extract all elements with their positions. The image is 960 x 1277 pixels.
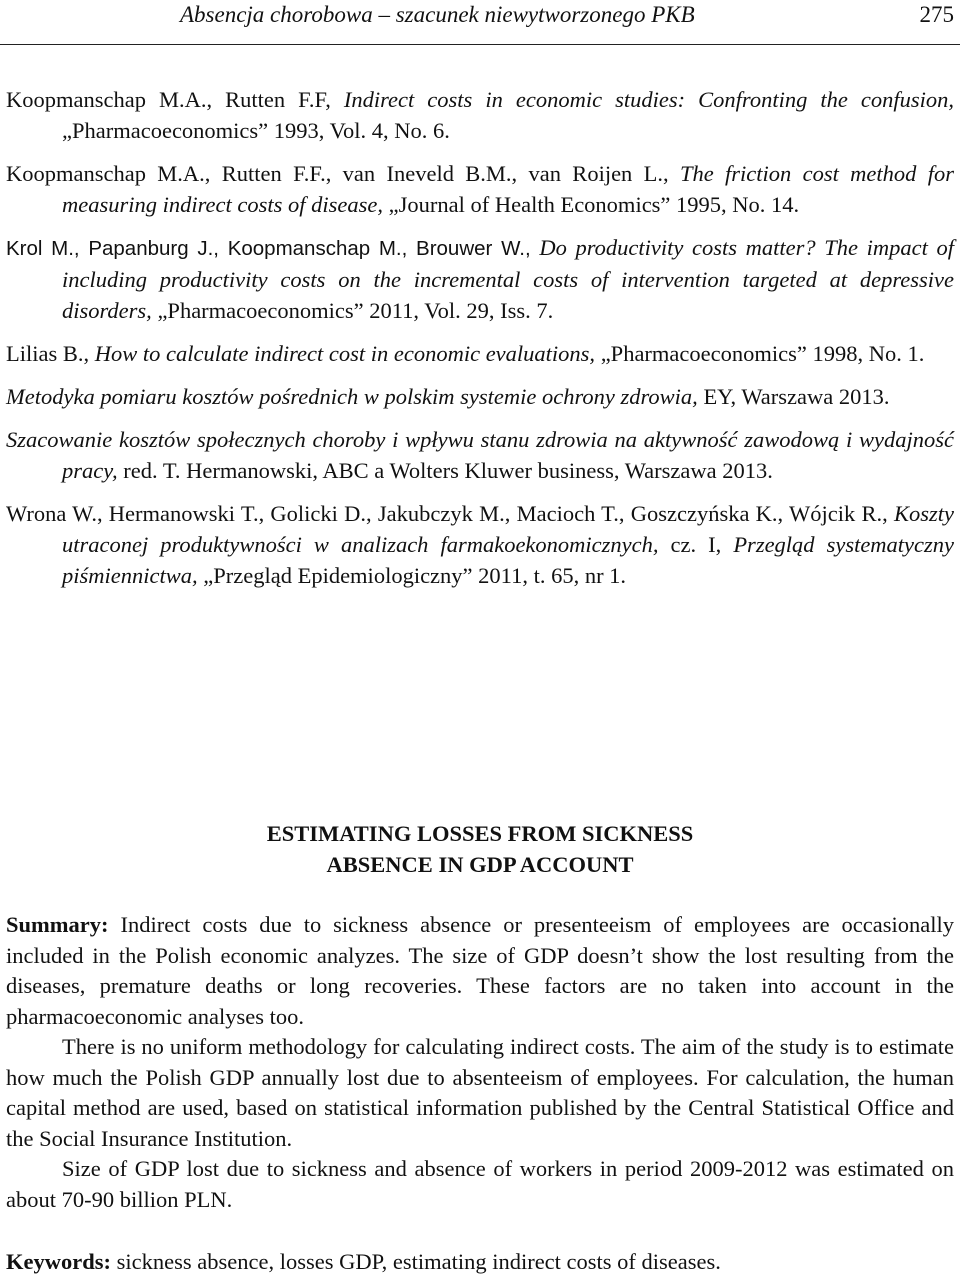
summary-body [6, 910, 954, 1215]
summary-label: Summary: [6, 912, 109, 937]
reference-part: cz. I, [670, 532, 722, 557]
running-header [0, 0, 960, 45]
summary-title-line: ABSENCE IN GDP ACCOUNT [326, 852, 634, 877]
reference-title: Szacowanie kosztów społecznych choroby i wpływu stanu zdrowia na aktywność zawodową i wydajność pracy, [6, 427, 954, 483]
reference-authors: Lilias B., [6, 341, 90, 366]
summary-paragraph [6, 910, 954, 1032]
reference-source: red. T. Hermanowski, ABC a Wolters Kluwer business, Warszawa 2013. [123, 458, 773, 483]
reference-authors: Krol M., Papanburg J., Koopmanschap M., Brouwer W., [6, 237, 531, 260]
reference-source: „Pharmacoeconomics” 2011, Vol. 29, Iss. 7. [157, 298, 554, 323]
reference-subtitle: Przegląd systematyczny piśmiennictwa, [62, 532, 955, 588]
keywords [6, 1247, 954, 1277]
summary-text: Indirect costs due to sickness absence or presenteeism of employees are occasionally included in the Polish economic analyzes. The size of GDP doesn’t show the lost resulting from the diseases, premature deaths or long recoveries. These factors are no taken into account in the pharmacoeconomic analyses too. [6, 912, 955, 1029]
page-number: 275 [919, 2, 954, 27]
reference-item [6, 84, 954, 146]
reference-source: EY, Warszawa 2013. [703, 384, 890, 409]
reference-item [6, 158, 954, 220]
reference-title: The friction cost method for measuring indirect costs of disease, [62, 161, 954, 217]
reference-authors: Koopmanschap M.A., Rutten F.F, [6, 87, 331, 112]
reference-title: Metodyka pomiaru kosztów pośrednich w polskim systemie ochrony zdrowia, [6, 384, 698, 409]
reference-item [6, 232, 954, 326]
reference-authors: Koopmanschap M.A., Rutten F.F., van Ineveld B.M., van Roijen L., [6, 161, 669, 186]
summary-title-line: ESTIMATING LOSSES FROM SICKNESS [266, 821, 694, 846]
summary-paragraph: Size of GDP lost due to sickness and absence of workers in period 2009-2012 was estimated on about 70-90 billion PLN. [6, 1156, 954, 1212]
keywords-label: Keywords: [6, 1249, 111, 1274]
reference-authors: Wrona W., Hermanowski T., Golicki D., Jakubczyk M., Macioch T., Goszczyńska K., Wójcik R., [6, 501, 888, 526]
reference-source: „Przegląd Epidemiologiczny” 2011, t. 65, nr 1. [203, 563, 627, 588]
reference-title: Indirect costs in economic studies: Confronting the confusion, [343, 87, 954, 112]
reference-source: „Pharmacoeconomics” 1998, No. 1. [600, 341, 925, 366]
reference-title: Koszty utraconej produktywności w analizach farmakoekonomicznych, [62, 501, 954, 557]
reference-item [6, 338, 954, 369]
running-title: Absencja chorobowa – szacunek niewytworzonego PKB [180, 2, 695, 27]
reference-item [6, 381, 954, 412]
summary-title [0, 818, 960, 880]
reference-source: „Journal of Health Economics” 1995, No. 14. [388, 192, 800, 217]
reference-source: „Pharmacoeconomics” 1993, Vol. 4, No. 6. [62, 118, 450, 143]
reference-title: How to calculate indirect cost in economic evaluations, [94, 341, 596, 366]
reference-item [6, 498, 954, 591]
references-list [6, 84, 954, 603]
keywords-text: sickness absence, losses GDP, estimating indirect costs of diseases. [116, 1249, 721, 1274]
reference-item [6, 424, 954, 486]
summary-paragraph: There is no uniform methodology for calculating indirect costs. The aim of the study is to estimate how much the Polish GDP annually lost due to absenteeism of employees. For calculation, the human capital method are used, based on statistical information published by the Central Statistical Office and the Social Insurance Institution. [6, 1034, 954, 1151]
reference-title: Do productivity costs matter? The impact of including productivity costs on the incremental costs of intervention targeted at depressive disorders, [62, 235, 954, 323]
